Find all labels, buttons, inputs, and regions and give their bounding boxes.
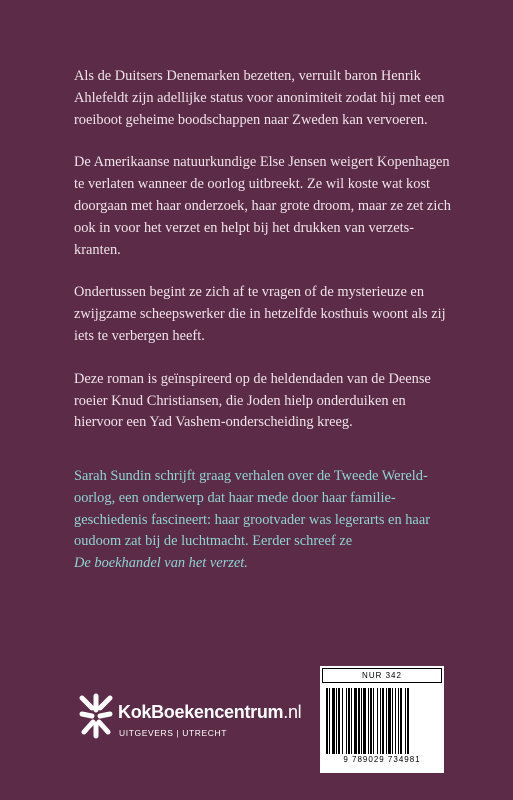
blurb-paragraph-3: Ondertussen begint ze zich af te vragen of de mysterieuze en zwijgzame scheepswerker die in hetzelfde kosthuis woont als zij iets te verbergen heeft. — [74, 284, 446, 344]
publisher-mark-icon — [78, 692, 114, 740]
author-bio-text: Sarah Sundin schrijft graag verhalen over de Tweede Wereldoorlog, een onderwerp dat haar mede door haar familiegeschiedenis fascineert: haar grootvader was legerarts en haar oudoom zat bij de luchtmacht. Eerder schreef ze — [74, 468, 430, 550]
publisher-name — [118, 702, 301, 723]
publisher-name-text: KokBoekencentrum — [118, 702, 284, 722]
author-bio — [74, 466, 454, 575]
blurb-paragraph-1: Als de Duitsers Denemarken bezetten, verruilt baron Henrik Ahlefeldt zijn adellijke status voor anonimiteit zodat hij met een roeiboot geheime boodschappen naar Zweden kan vervoeren. — [74, 68, 445, 128]
blurb-paragraph-4: Deze roman is geïnspireerd op de heldendaden van de Deense roeier Knud Christiansen, die Joden hielp onderduiken en hiervoor een Yad Vashem-onderscheiding kreeg. — [74, 370, 431, 431]
nur-code: NUR 342 — [322, 668, 442, 683]
publisher-logo — [78, 690, 308, 750]
publisher-subtitle: UITGEVERS | UTRECHT — [119, 728, 228, 738]
barcode-bars — [326, 688, 438, 754]
isbn-number: 9 789029 734981 — [343, 755, 421, 764]
blurb — [74, 66, 454, 455]
previous-book-title: De boekhandel van het verzet. — [74, 555, 248, 572]
publisher-tld: .nl — [283, 702, 302, 722]
barcode-label — [320, 666, 444, 773]
blurb-paragraph-2: De Amerikaanse natuurkundige Else Jensen weigert Kopenhagen te verlaten wanneer de oorlog uitbreekt. Ze wil koste wat kost doorgaan met haar onderzoek, haar grote droom, maar ze zet zich ook in voor het verzet en helpt bij het drukken van verzetskranten. — [74, 154, 451, 258]
